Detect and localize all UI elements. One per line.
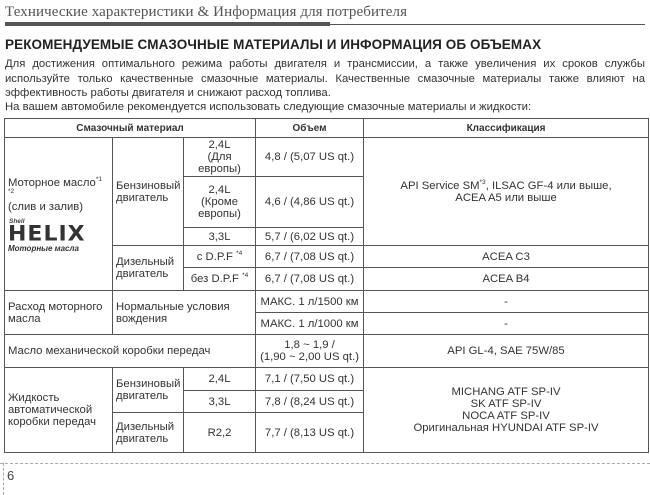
header-volume: Объем xyxy=(256,119,364,138)
oil-consumption-label: Расход моторного масла xyxy=(5,291,113,335)
engine-oil-footnote: *1 *2 xyxy=(8,175,102,195)
spec-cell xyxy=(184,177,256,228)
footer-divider xyxy=(0,463,650,464)
logo-name: HELIX xyxy=(8,222,86,247)
table-header-row xyxy=(5,119,649,138)
spec-cell: 2,4L xyxy=(184,368,256,391)
manual-transmission-label: Масло механической коробки передач xyxy=(5,335,256,368)
section-title: РЕКОМЕНДУЕМЫЕ СМАЗОЧНЫЕ МАТЕРИАЛЫ И ИНФОРМАЦИЯ ОБ ОБЪЕМАХ xyxy=(5,37,542,52)
running-header-title: Технические характеристики & Информация для потребителя xyxy=(5,4,408,20)
spec-note: (Для европы) xyxy=(198,151,241,175)
atf-classification-cell xyxy=(364,368,649,453)
spec-note: (Кроме европы) xyxy=(198,196,241,220)
classification-cell: - xyxy=(364,291,649,313)
engine-oil-sublabel: (слив и залив) xyxy=(8,200,84,213)
automatic-transmission-label: Жидкость автоматической коробки передач xyxy=(5,368,113,453)
logo-tagline: Моторные масла xyxy=(8,244,79,254)
header-classification: Классификация xyxy=(364,119,649,138)
spec-cell: R2,2 xyxy=(184,413,256,453)
spec-footnote: *4 xyxy=(242,272,249,279)
classification-text: API Service SM xyxy=(400,179,480,192)
engine-oil-label: Моторное масло xyxy=(8,176,96,189)
spec-cell xyxy=(184,268,256,291)
spec-value: 2,4L xyxy=(208,184,231,196)
intro-paragraph: Для достижения оптимального режима работы двигателя и трансмиссии, а также увеличения их сроков службы используйте только качественные смазочные материалы. Качественные смазочные материалы также влияют на эффективность работы двигателя и снижают расход топлива. xyxy=(5,58,645,99)
classification-cell: ACEA C3 xyxy=(364,246,649,268)
table-row xyxy=(5,368,649,391)
volume-cell: 4,8 / (5,07 US qt.) xyxy=(256,138,364,177)
classification-footnote: *3 xyxy=(479,178,486,186)
engine-oil-cell xyxy=(5,138,113,291)
lead-paragraph: На вашем автомобиле рекомендуется использовать следующие смазочные материалы и жидкости: xyxy=(5,101,532,113)
volume-cell: 5,7 / (6,02 US qt.) xyxy=(256,228,364,246)
atf-classification-item: Оригинальная HYUNDAI ATF SP-IV xyxy=(413,422,599,434)
volume-cell: 4,6 / (4,86 US qt.) xyxy=(256,177,364,228)
engine-oil-diesel-label: Дизельный двигатель xyxy=(113,246,184,291)
spec-cell xyxy=(184,138,256,177)
table-row xyxy=(5,335,649,368)
volume-cell: 7,7 / (8,13 US qt.) xyxy=(256,413,364,453)
classification-cell: API GL-4, SAE 75W/85 xyxy=(364,335,649,368)
engine-oil-gasoline-classification xyxy=(364,138,649,246)
table-row xyxy=(5,291,649,313)
spec-cell xyxy=(184,246,256,268)
footer-margin-line xyxy=(3,463,4,495)
oil-consumption-condition: Нормальные условия вождения xyxy=(113,291,256,335)
classification-text-cont: , ILSAC GF-4 или выше, xyxy=(485,179,612,192)
spec-value: 2,4L xyxy=(208,139,231,151)
header-rule xyxy=(5,24,645,25)
volume-cell: 6,7 / (7,08 US qt.) xyxy=(256,246,364,268)
spec-cell: 3,3L xyxy=(184,391,256,413)
atf-classification-item: NOCA ATF SP-IV xyxy=(462,410,550,422)
spec-value: с D.P.F xyxy=(196,250,233,263)
volume-line2: (1,90 ~ 2,00 US qt.) xyxy=(260,351,359,363)
shell-helix-logo xyxy=(8,219,109,254)
logo-brand: Shell xyxy=(9,217,25,225)
volume-cell: МАКС. 1 л/1500 км xyxy=(256,291,364,313)
classification-cell: - xyxy=(364,313,649,335)
atf-classification-item: MICHANG ATF SP-IV xyxy=(451,386,561,398)
atf-gasoline-label: Бензиновый двигатель xyxy=(113,368,184,413)
atf-classification-item: SK ATF SP-IV xyxy=(470,398,542,410)
table-row xyxy=(5,138,649,177)
page-number: 6 xyxy=(7,468,15,483)
spec-value: без D.P.F xyxy=(190,273,239,285)
spec-cell: 3,3L xyxy=(184,228,256,246)
volume-line1: 1,8 ~ 1,9 / xyxy=(284,339,335,351)
volume-cell: 6,7 / (7,08 US qt.) xyxy=(256,268,364,291)
volume-cell xyxy=(256,335,364,368)
spec-footnote: *4 xyxy=(236,249,243,257)
lubricants-table xyxy=(4,118,649,453)
volume-cell: МАКС. 1 л/1000 км xyxy=(256,313,364,335)
classification-cell: ACEA B4 xyxy=(364,268,649,291)
classification-text-line2: ACEA A5 или выше xyxy=(455,191,557,204)
atf-diesel-label: Дизельный двигатель xyxy=(113,413,184,453)
engine-oil-gasoline-label: Бензиновый двигатель xyxy=(113,138,184,246)
header-lubricant: Смазочный материал xyxy=(5,119,256,138)
volume-cell: 7,8 / (8,24 US qt.) xyxy=(256,391,364,413)
volume-cell: 7,1 / (7,50 US qt.) xyxy=(256,368,364,391)
